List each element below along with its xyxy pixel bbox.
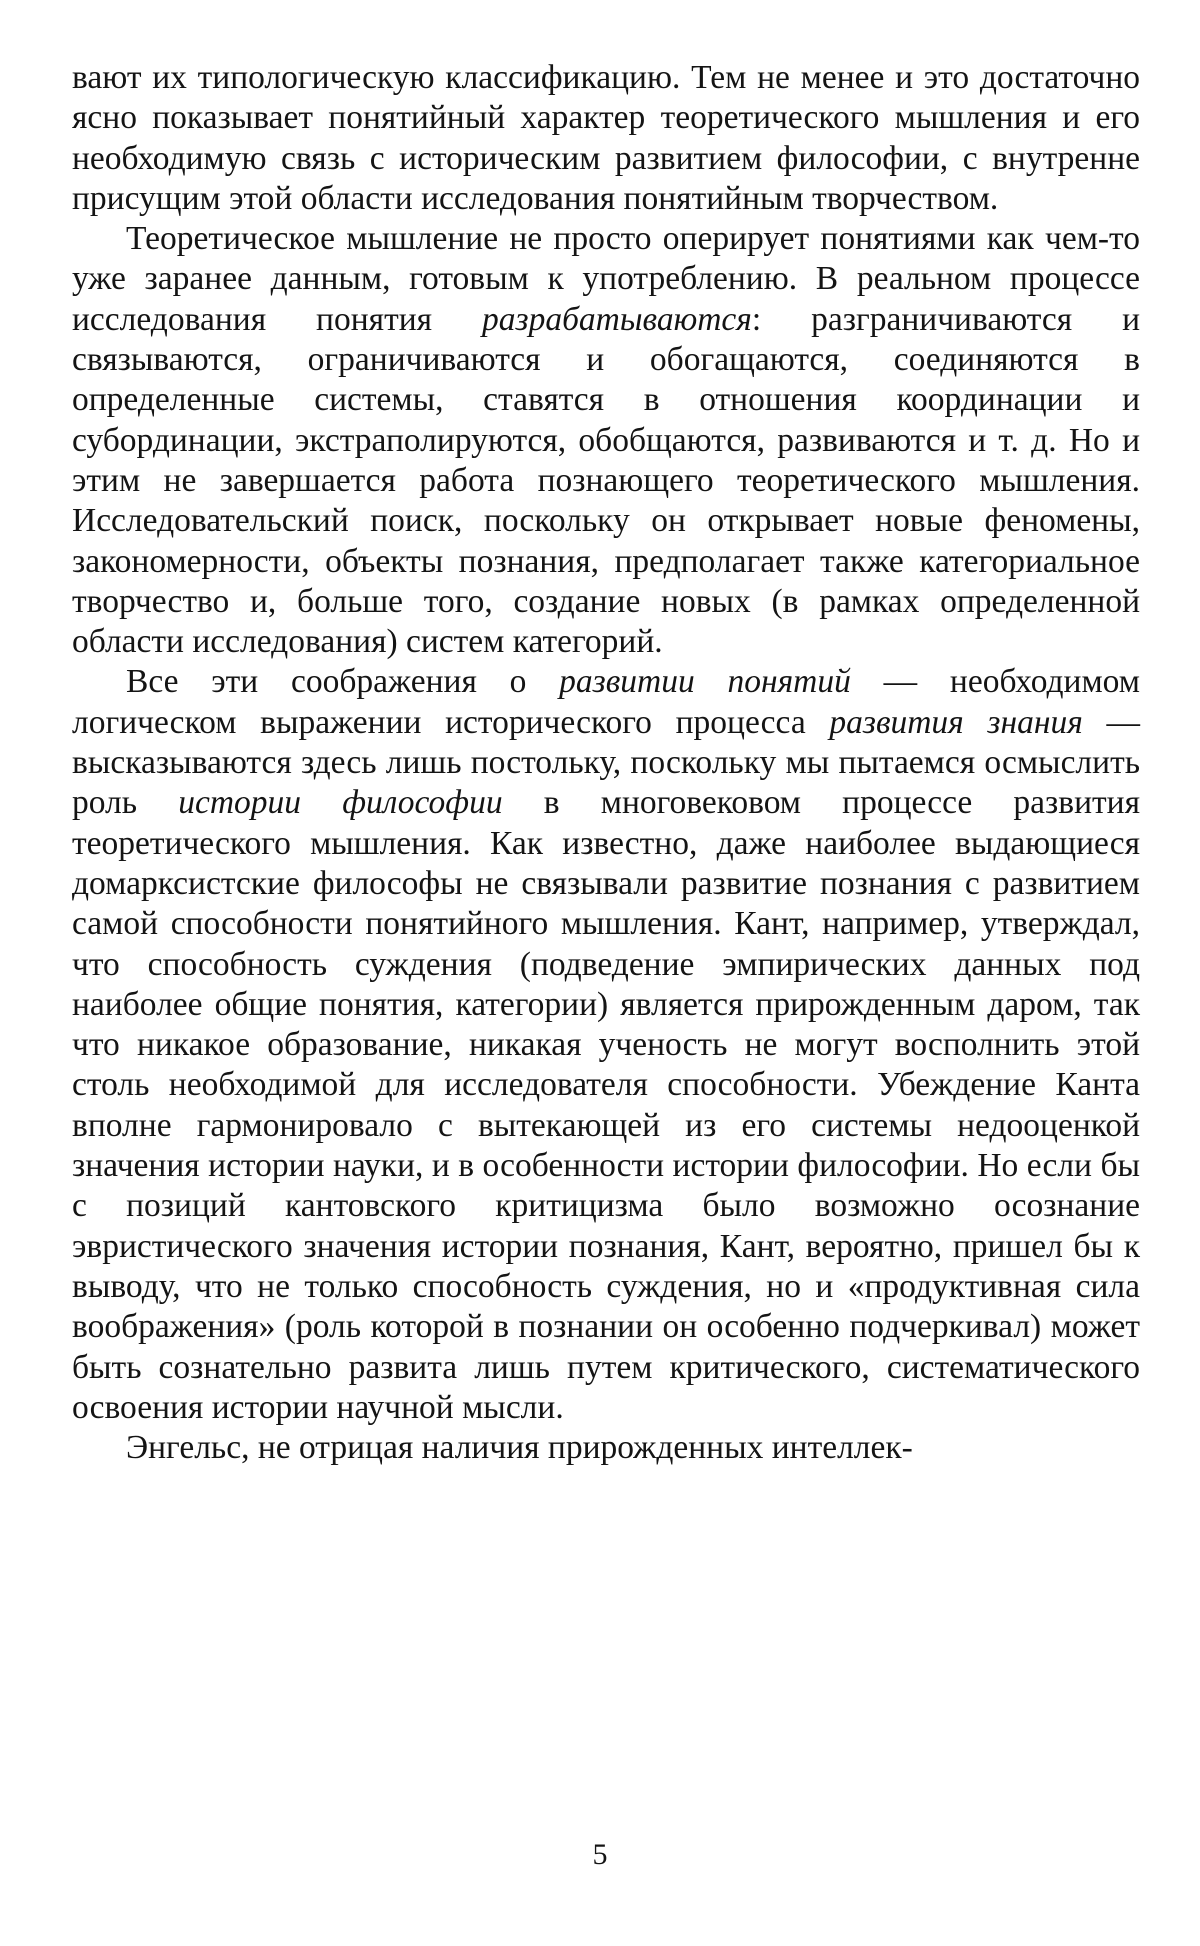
emphasis-razrabatyvayutsya: разрабатываются [482,300,752,338]
emphasis-istorii-filosofii: истории философии [178,784,503,822]
emphasis-razvitiya-znaniya: развития знания [829,703,1083,741]
paragraph-4 [72,1428,1140,1468]
paragraph-2-text-cont: : разграничиваются и связываются, ограничиваются и обогащаются, соединяются в определенные системы, ставятся в отношения координации и субординации, экстраполируются, обобщаются, развиваются и т. д. Но и этим не завершается работа познающего теоретического мышления. Исследовательский поиск, поскольку он открывает новые феномены, закономерности, объекты познания, предполагает также категориальное творчество и, больше того, создание новых (в рамках определенной области исследования) систем категорий. [72,300,1140,661]
emphasis-razvitii-ponyatiy: развитии понятий [559,663,851,701]
paragraph-1-text: вают их типологическую классификацию. Тем не менее и это достаточно ясно показывает понятийный характер теоретического мышления и его необходимую связь с историческим развитием философии, с внутренне присущим этой области исследования понятийным творчеством. [72,59,1140,217]
page-number: 5 [592,1838,608,1871]
paragraph-3-text: Все эти соображения о [126,663,560,701]
page-body [72,58,1140,1468]
paragraph-3 [72,662,1140,1428]
paragraph-3-text-cont-1: — необходимом логическом выражении исторического процесса [72,663,1140,741]
paragraph-1 [72,58,1140,219]
paragraph-4-text: Энгельс, не отрицая наличия прирожденных интеллек- [126,1429,913,1467]
paragraph-2 [72,219,1140,662]
paragraph-3-text-cont-2: — высказываются здесь лишь постольку, поскольку мы пытаемся осмыслить роль [72,703,1141,822]
paragraph-2-text: Теоретическое мышление не просто оперирует понятиями как чем-то уже заранее данным, готовым к употреблению. В реальном процессе исследования понятия [72,220,1140,338]
paragraph-3-text-cont-3: в многовековом процессе развития теоретического мышления. Как известно, даже наиболее выдающиеся домарксистские философы не связывали развитие познания с развитием самой способности понятийного мышления. Кант, например, утверждал, что способность суждения (подведение эмпирических данных под наиболее общие понятия, категории) является прирожденным даром, так что никакое образование, никакая ученость не могут восполнить этой столь необходимой для исследователя способности. Убеждение Канта вполне гармонировало с вытекающей из его системы недооценкой значения истории науки, и в особенности истории философии. Но если бы с позиций кантовского критицизма было возможно осознание эвристического значения истории познания, Кант, вероятно, пришел бы к выводу, что не только способность суждения, но и «продуктивная сила воображения» (роль которой в познании он особенно подчеркивал) может быть сознательно развита лишь путем критического, систематического освоения истории научной мысли. [72,784,1140,1426]
